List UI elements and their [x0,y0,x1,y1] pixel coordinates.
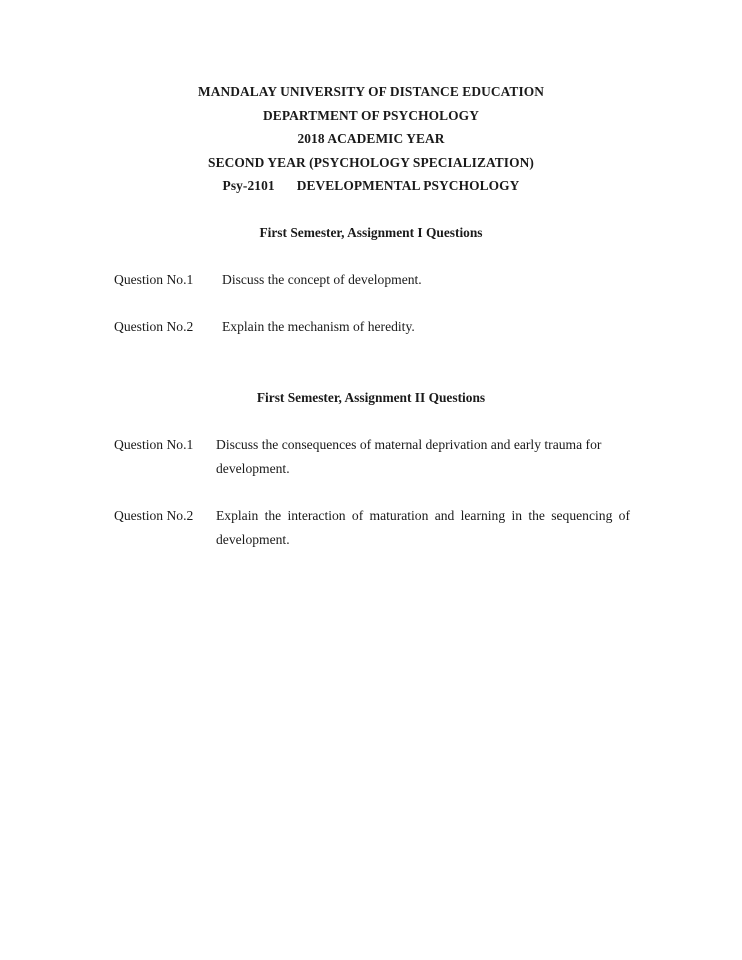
department-name: DEPARTMENT OF PSYCHOLOGY [263,107,479,123]
assignment-2-question-1-text: Discuss the consequences of maternal deprivation and early trauma for development. [216,437,602,476]
assignment-1-question-1-text: Discuss the concept of development. [222,272,422,287]
assignment-1-question-2-text: Explain the mechanism of heredity. [222,319,415,334]
assignment-1-title: First Semester, Assignment I Questions [259,225,483,240]
document-header [0,80,742,198]
assignment-2-title: First Semester, Assignment II Questions [256,390,486,405]
assignment-2-question-2-label: Question No.2 [114,508,194,523]
year-specialization: SECOND YEAR (PSYCHOLOGY SPECIALIZATION) [208,154,534,170]
university-name: MANDALAY UNIVERSITY OF DISTANCE EDUCATION [197,84,545,99]
assignment-1-question-2-label: Question No.2 [114,319,194,334]
course-name: DEVELOPMENTAL PSYCHOLOGY [296,178,520,193]
assignment-2-question-2-text: Explain the interaction of maturation and learning in the sequencing of development. [216,508,630,547]
assignment-2-question-1-label: Question No.1 [114,437,194,452]
assignment-1-question-1-label: Question No.1 [114,272,194,287]
academic-year: 2018 ACADEMIC YEAR [297,131,445,146]
course-line [0,174,742,198]
course-code: Psy-2101 [222,178,275,193]
